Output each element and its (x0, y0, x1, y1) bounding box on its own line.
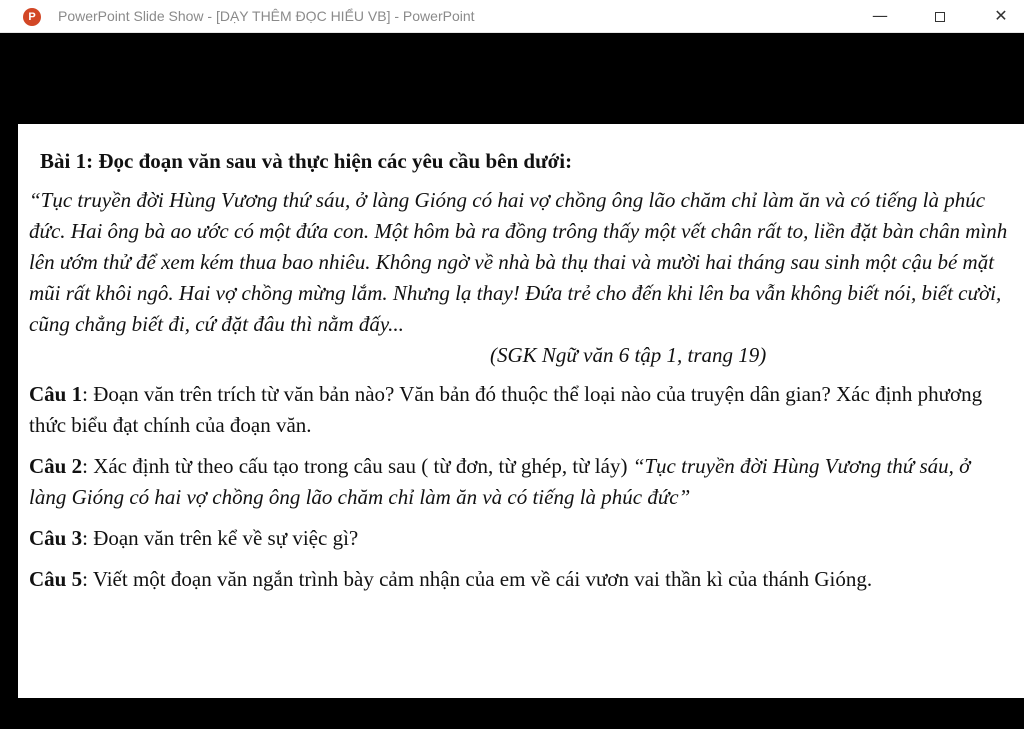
question-1 (29, 379, 1010, 441)
reading-passage: “Tục truyền đời Hùng Vương thứ sáu, ở làng Gióng có hai vợ chồng ông lão chăm chỉ làm ăn và có tiếng là phúc đức. Hai ông bà ao ước có một đứa con. Một hôm bà ra đồng trông thấy một vết chân rất to, liền đặt bàn chân mình lên ướm thử để xem kém thua bao nhiêu. Không ngờ về nhà bà thụ thai và mười hai tháng sau sinh một cậu bé mặt mũi rất khôi ngô. Hai vợ chồng mừng lắm. Nhưng lạ thay! Đứa trẻ cho đến khi lên ba vẫn không biết nói, biết cười, cũng chẳng biết đi, cứ đặt đâu thì nằm đấy... (29, 188, 1008, 336)
slide-canvas (18, 124, 1024, 698)
powerpoint-app-icon: P (23, 8, 41, 26)
question-3 (29, 523, 1010, 554)
question-text: : Đoạn văn trên trích từ văn bản nào? Văn bản đó thuộc thể loại nào của truyện dân gian? Xác định phương thức biểu đạt chính của đoạn văn. (29, 382, 983, 437)
minimize-button[interactable]: — (872, 6, 888, 25)
question-label: Câu 5 (29, 567, 83, 591)
question-text: : Xác định từ theo cấu tạo trong câu sau ( từ đơn, từ ghép, từ láy) (82, 454, 633, 478)
close-button[interactable]: ✕ (994, 6, 1008, 25)
question-text: : Viết một đoạn văn ngắn trình bày cảm nhận của em về cái vươn vai thần kì của thánh Gióng. (82, 567, 873, 591)
question-text: : Đoạn văn trên kể về sự việc gì? (82, 526, 359, 550)
passage-source: (SGK Ngữ văn 6 tập 1, trang 19) (490, 343, 767, 367)
question-5 (29, 564, 1010, 595)
maximize-button[interactable] (917, 0, 963, 32)
question-quote: “Tục truyền đời Hùng Vương thứ sáu, ở làng Gióng có hai vợ chồng ông lão chăm chỉ làm ăn và có tiếng là phúc đức” (29, 454, 971, 509)
exercise-heading: Bài 1: Đọc đoạn văn sau và thực hiện các yêu cầu bên dưới: (40, 149, 573, 173)
question-2 (29, 451, 1010, 513)
question-label: Câu 1 (29, 382, 83, 406)
question-label: Câu 2 (29, 454, 83, 478)
window-title-bar (0, 0, 1024, 33)
maximize-icon (935, 12, 945, 22)
window-title: PowerPoint Slide Show - [DẠY THÊM ĐỌC HIỂU VB] - PowerPoint (58, 8, 475, 24)
question-label: Câu 3 (29, 526, 83, 550)
